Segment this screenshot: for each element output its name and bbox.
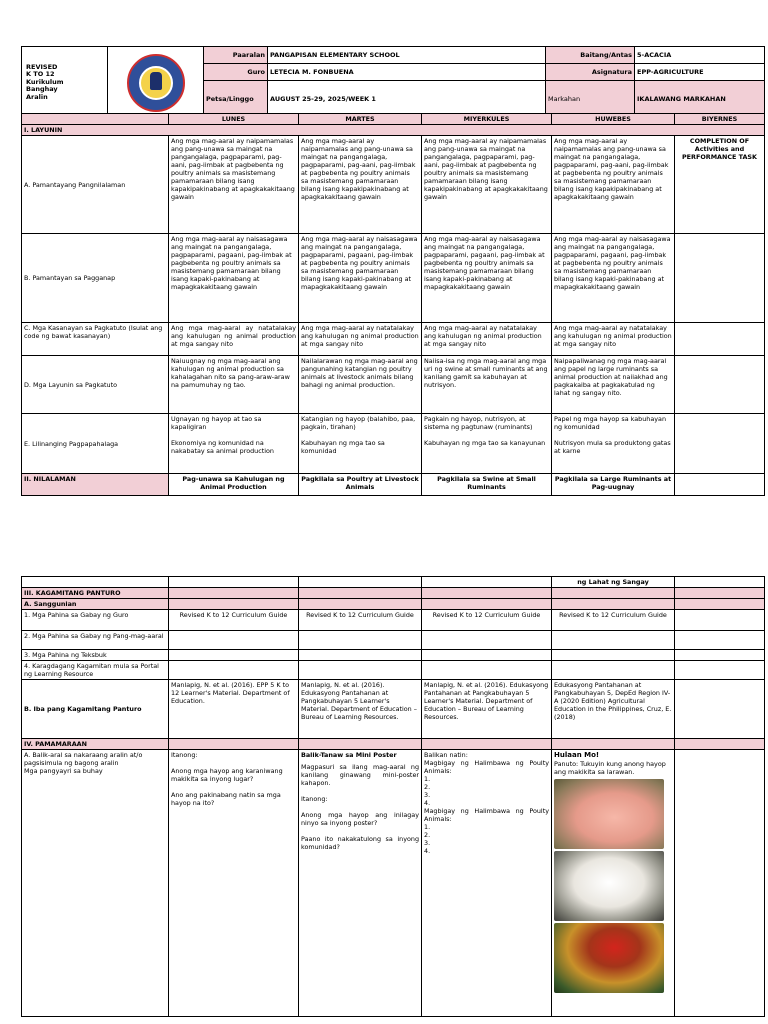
cell-b-lunes: Ang mga mag-aaral ay naisasagawa ang maingat na pangangalaga, pagpaparami, pagaani, pag-iimbak at pagbebenta ng poultry animals sa masistemang pamamaraan bilang isang kapaki-pakinabang at mapagkakakitaang gawain <box>169 234 299 323</box>
cell-a-lunes: Ang mga mag-aaral ay naipamamalas ang pang-unawa sa maingat na pangangalaga, pagpaparami, pag-aani, pag-iimbak at pagbebenta ng poultry animals sa masistemang pamamaraan bilang isang kapakipakinabang at apagkakakitaang gawain <box>169 136 299 234</box>
gabay-guro-huwebes: Revised K to 12 Curriculum Guide <box>552 610 675 631</box>
section-pamamaraan: IV. PAMAMARAAN <box>22 739 169 750</box>
balik-aral-miyerkules: Balikan natin: Magbigay ng Halimbawa ng Poulty Animals: 1. 2. 3. 4. Magbigay ng Halimbawa ng Poulty Animals: 1. 2. 3. 4. <box>422 750 552 1017</box>
kagamitan-martes: Manlapig, N. et al. (2016). Edukasyong Pantahanan at Pangkabuhayan 5 Learner's Material. Department of Education – Bureau of Learning Resources. <box>299 680 422 739</box>
kagamitan-huwebes: Edukasyong Pantahanan at Pangkabuhayan 5, DepEd Region IV-A (2020 Edition) Agricultural Education in the Philippines, Cruz, E. (2018) <box>552 680 675 739</box>
cell-c-lunes: Ang mga mag-aaral ay natatalakay ang kahulugan ng animal production at mga sangay nito <box>169 323 299 356</box>
cell-c-miyerkules: Ang mga mag-aaral ay natatalakay ang kahulugan ng animal production at mga sangay nito <box>422 323 552 356</box>
friday-completion-note: COMPLETION OF Activities and PERFORMANCE TASK <box>675 136 765 234</box>
cell-c-martes: Ang mga mag-aaral ay natatalakay ang kahulugan ng animal production at mga sangay nito <box>299 323 422 356</box>
goat-photo <box>554 851 664 921</box>
section-nilalaman: II. NILALAMAN <box>22 474 169 496</box>
markahan-label: Markahan <box>546 81 635 119</box>
cell-d-martes: Nailalarawan ng mga mag-aaral ang pangunahing katangian ng poultry animals at livestock animals bilang bahagi ng animal production. <box>299 356 422 414</box>
asignatura-label: Asignatura <box>546 64 635 81</box>
kagamitan-lunes: Manlapig, N. et al. (2016). EPP 5 K to 12 Learner's Material. Department of Education. <box>169 680 299 739</box>
cell-e-lunes: Ugnayan ng hayop at tao sa kapaligiran Ekonomiya ng komunidad na nakabatay sa animal production <box>169 414 299 474</box>
document-title: REVISED K TO 12 Kurikulum Banghay Aralin <box>22 47 108 119</box>
nilalaman-lunes: Pag-unawa sa Kahulugan ng Animal Production <box>169 474 299 496</box>
section-layunin: I. LAYUNIN <box>22 125 765 136</box>
cell-d-lunes: Naiuugnay ng mga mag-aaral ang kahulugan ng animal production sa kahalagahan nito sa pang-araw-araw na pamumuhay ng tao. <box>169 356 299 414</box>
balik-tanaw-title: Balik-Tanaw sa Mini Poster <box>301 751 397 759</box>
day-header-huwebes: HUWEBES <box>552 114 675 125</box>
section-sanggunian: A. Sanggunian <box>22 599 169 610</box>
row-label-gabay-mag-aaral: 2. Mga Pahina sa Gabay ng Pang-mag-aaral <box>22 631 169 650</box>
cell-e-miyerkules: Pagkain ng hayop, nutrisyon, at sistema ng pagtunaw (ruminants) Kabuhayan ng mga tao sa kanayunan <box>422 414 552 474</box>
row-label-balik-aral: A. Balik-aral sa nakaraang aralin at/o pagsisimula ng bagong aralin Mga pangyayri sa buhay <box>22 750 169 1017</box>
gabay-guro-miyerkules: Revised K to 12 Curriculum Guide <box>422 610 552 631</box>
day-header-miyerkules: MIYERKULES <box>422 114 552 125</box>
day-header-lunes: LUNES <box>169 114 299 125</box>
cell-a-martes: Ang mga mag-aaral ay naipamamalas ang pang-unawa sa maingat na pangangalaga, pagpaparami, pag-aani, pag-iimbak at pagbebenta ng poultry animals sa masistemang pamamaraan bilang isang kapakipakinabang at apagkakakitaang gawain <box>299 136 422 234</box>
gabay-guro-martes: Revised K to 12 Curriculum Guide <box>299 610 422 631</box>
asignatura-value: EPP-AGRICULTURE <box>635 64 765 81</box>
row-label-kasanayan: C. Mga Kasanayan sa Pagkatuto (Isulat ang code ng bawat kasanayan) <box>22 323 169 356</box>
row-label-gabay-guro: 1. Mga Pahina sa Gabay ng Guro <box>22 610 169 631</box>
cell-e-martes: Katangian ng hayop (balahibo, paa, pagkain, tirahan) Kabuhayan ng mga tao sa komunidad <box>299 414 422 474</box>
cell-b-martes: Ang mga mag-aaral ay naisasagawa ang maingat na pangangalaga, pagpaparami, pagaani, pag-iimbak at pagbebenta ng poultry animals sa masistemang pamamaraan bilang isang kapaki-pakinabang at mapagkakakitaang gawain <box>299 234 422 323</box>
paaralan-value: PANGAPISAN ELEMENTARY SCHOOL <box>268 47 546 64</box>
petsa-value: AUGUST 25-29, 2025/WEEK 1 <box>268 81 546 119</box>
guro-value: LETECIA M. FONBUENA <box>268 64 546 81</box>
lesson-plan-table-page2 <box>21 576 764 1017</box>
cell-e-huwebes: Papel ng mga hayop sa kabuhayan ng komunidad Nutrisyon mula sa produktong gatas at karne <box>552 414 675 474</box>
cell-d-huwebes: Naipapaliwanag ng mga mag-aaral ang papel ng large ruminants sa animal production at naiiakhad ang pagkakaiba at pagkakatulad ng lahat ng sangay nito. <box>552 356 675 414</box>
gabay-guro-lunes: Revised K to 12 Curriculum Guide <box>169 610 299 631</box>
hulaan-mo-instruction: Panuto: Tukuyin kung anong hayop ang makikita sa larawan. <box>554 759 666 776</box>
row-label-portal: 4. Karagdagang Kagamitan mula sa Portal ng Learning Resource <box>22 661 169 680</box>
petsa-label: Petsa/Linggo <box>204 81 268 119</box>
nilalaman-huwebes: Pagkilala sa Large Ruminants at Pag-uugnay <box>552 474 675 496</box>
lesson-plan-header <box>21 46 764 119</box>
nilalaman-miyerkules: Pagkilala sa Swine at Small Ruminants <box>422 474 552 496</box>
kagamitan-miyerkules: Manlapig, N. et al. (2016). Edukasyong Pantahanan at Pangkabuhayan 5 Learner's Material. Department of Education – Bureau of Learning Resources. <box>422 680 552 739</box>
baitang-value: 5-ACACIA <box>635 47 765 64</box>
row-label-layunin-pagkatuto: D. Mga Layunin sa Pagkatuto <box>22 356 169 414</box>
rooster-photo <box>554 923 664 993</box>
deped-seal <box>108 47 204 119</box>
cell-d-miyerkules: Naiisa-isa ng mga mag-aaral ang mga uri ng swine at small ruminants at ang kanilang gamit sa kabuhayan at nutrisyon. <box>422 356 552 414</box>
balik-aral-lunes: Itanong: Anong mga hayop ang karaniwang makikita sa inyong lugar? Ano ang pakinabang natin sa mga hayop na ito? <box>169 750 299 1017</box>
balik-aral-martes: Magpasuri sa ilang mag-aaral ng kanilang ginawang mini-poster kahapon. Itanong: Anong mga hayop ang inilagay ninyo sa inyong poster? Paano ito nakakatulong sa inyong komunidad? <box>301 763 419 851</box>
section-kagamitan: III. KAGAMITANG PANTURO <box>22 588 169 599</box>
markahan-value: IKALAWANG MARKAHAN <box>635 81 765 119</box>
row-label-iba-pang-kagamitan: B. Iba pang Kagamitang Panturo <box>22 680 169 739</box>
row-label-pagganap: B. Pamantayan sa Pagganap <box>22 234 169 323</box>
paaralan-label: Paaralan <box>204 47 268 64</box>
cell-a-huwebes: Ang mga mag-aaral ay naipamamalas ang pang-unawa sa maingat na pangangalaga, pagpaparami, pag-aani, pag-iimbak at pagbebenta ng poultry animals sa masistemang pamamaraan bilang isang kapakipakinabang at apagkakakitaang gawain <box>552 136 675 234</box>
row-label-pangnilalaman: A. Pamantayang Pangnilalaman <box>22 136 169 234</box>
guro-label: Guro <box>204 64 268 81</box>
day-header-martes: MARTES <box>299 114 422 125</box>
cell-b-huwebes: Ang mga mag-aaral ay naisasagawa ang maingat na pangangalaga, pagpaparami, pagaani, pag-iimbak at pagbebenta ng poultry animals sa masistemang pamamaraan bilang isang kapaki-pakinabang at mapagkakakitaang gawain <box>552 234 675 323</box>
baitang-label: Baitang/Antas <box>546 47 635 64</box>
lesson-plan-table-page1 <box>21 113 764 496</box>
cell-c-huwebes: Ang mga mag-aaral ay natatalakay ang kahulugan ng animal production at mga sangay nito <box>552 323 675 356</box>
row-label-pagpapahalaga: E. Lilinanging Pagpapahalaga <box>22 414 169 474</box>
cell-a-miyerkules: Ang mga mag-aaral ay naipamamalas ang pang-unawa sa maingat na pangangalaga, pagpaparami, pag-aani, pag-iimbak at pagbebenta ng poultry animals sa masistemang pamamaraan bilang isang kapakipakinabang at apagkakakitaang gawain <box>422 136 552 234</box>
pig-photo <box>554 779 664 849</box>
row-label-teksbuk: 3. Mga Pahina ng Teksbuk <box>22 650 169 661</box>
cell-b-miyerkules: Ang mga mag-aaral ay naisasagawa ang maingat na pangangalaga, pagpaparami, pagaani, pag-iimbak at pagbebenta ng poultry animals sa masistemang pamamaraan bilang isang kapaki-pakinabang at mapagkakakitaang gawain <box>422 234 552 323</box>
nilalaman-huwebes-continued: ng Lahat ng Sangay <box>552 577 675 588</box>
hulaan-mo-title: Hulaan Mo! <box>554 751 600 759</box>
nilalaman-martes: Pagkilala sa Poultry at Livestock Animals <box>299 474 422 496</box>
deped-seal-icon <box>127 54 185 112</box>
day-header-biyernes: BIYERNES <box>675 114 765 125</box>
